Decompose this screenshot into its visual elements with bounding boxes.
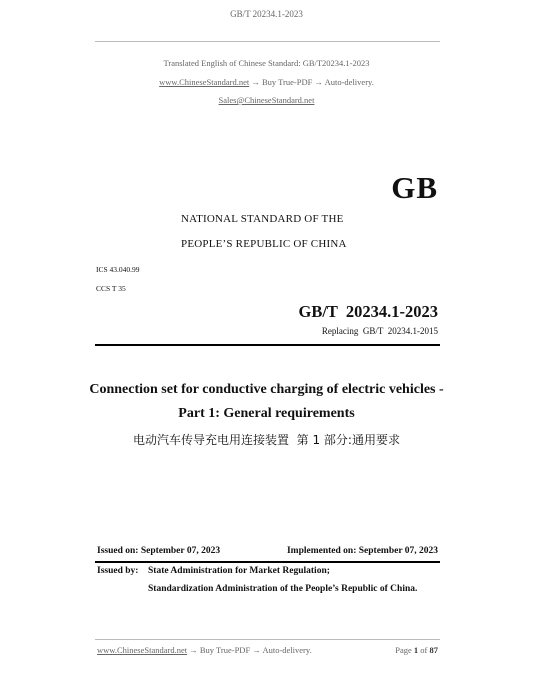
footer-buy-line [97, 645, 312, 655]
ccs-code: CCS T 35 [96, 284, 126, 293]
issuer-1: State Administration for Market Regulation; [148, 566, 330, 576]
title-english-1: Connection set for conductive charging of electric vehicles - [89, 382, 444, 397]
email-link[interactable]: Sales@ChineseStandard.net [218, 95, 315, 105]
issued-on: Issued on: September 07, 2023 [97, 546, 221, 556]
ics-code: ICS 43.040.99 [96, 265, 140, 274]
title-english-2: Part 1: General requirements [178, 406, 355, 421]
national-line-2: PEOPLE’S REPUBLIC OF CHINA [181, 238, 347, 250]
page-label: Page [395, 645, 412, 655]
dates-rule [95, 561, 440, 563]
footer-buy-text: → Buy True-PDF → Auto-delivery. [187, 645, 312, 655]
issued-by-label: Issued by: [97, 566, 139, 576]
website-link[interactable]: www.ChineseStandard.net [159, 77, 250, 87]
header-rule [95, 41, 440, 42]
gb-logo: GB [391, 170, 438, 205]
replacing-note: Replacing GB/T 20234.1-2015 [321, 326, 438, 336]
footer-rule [95, 639, 440, 640]
page-indicator [330, 645, 438, 655]
page-total: 87 [429, 645, 438, 655]
of-label: of [420, 645, 428, 655]
page-number: 1 [413, 645, 419, 655]
title-rule-top [95, 344, 440, 346]
running-header: GB/T 20234.1-2023 [230, 9, 303, 19]
translation-notice: Translated English of Chinese Standard: GB/T20234.1-2023 [163, 58, 370, 68]
email-line [0, 95, 533, 105]
standard-number: GB/T 20234.1-2023 [298, 302, 438, 321]
implemented-on: Implemented on: September 07, 2023 [286, 546, 438, 556]
title-chinese: 电动汽车传导充电用连接装置 第 1 部分:通用要求 [133, 433, 400, 447]
footer-website-link[interactable]: www.ChineseStandard.net [97, 645, 188, 655]
buy-text: → Buy True-PDF → Auto-delivery. [249, 77, 374, 87]
buy-notice [0, 77, 533, 87]
national-line-1: NATIONAL STANDARD OF THE [181, 213, 344, 225]
issuer-2: Standardization Administration of the People’s Republic of China. [148, 584, 418, 594]
